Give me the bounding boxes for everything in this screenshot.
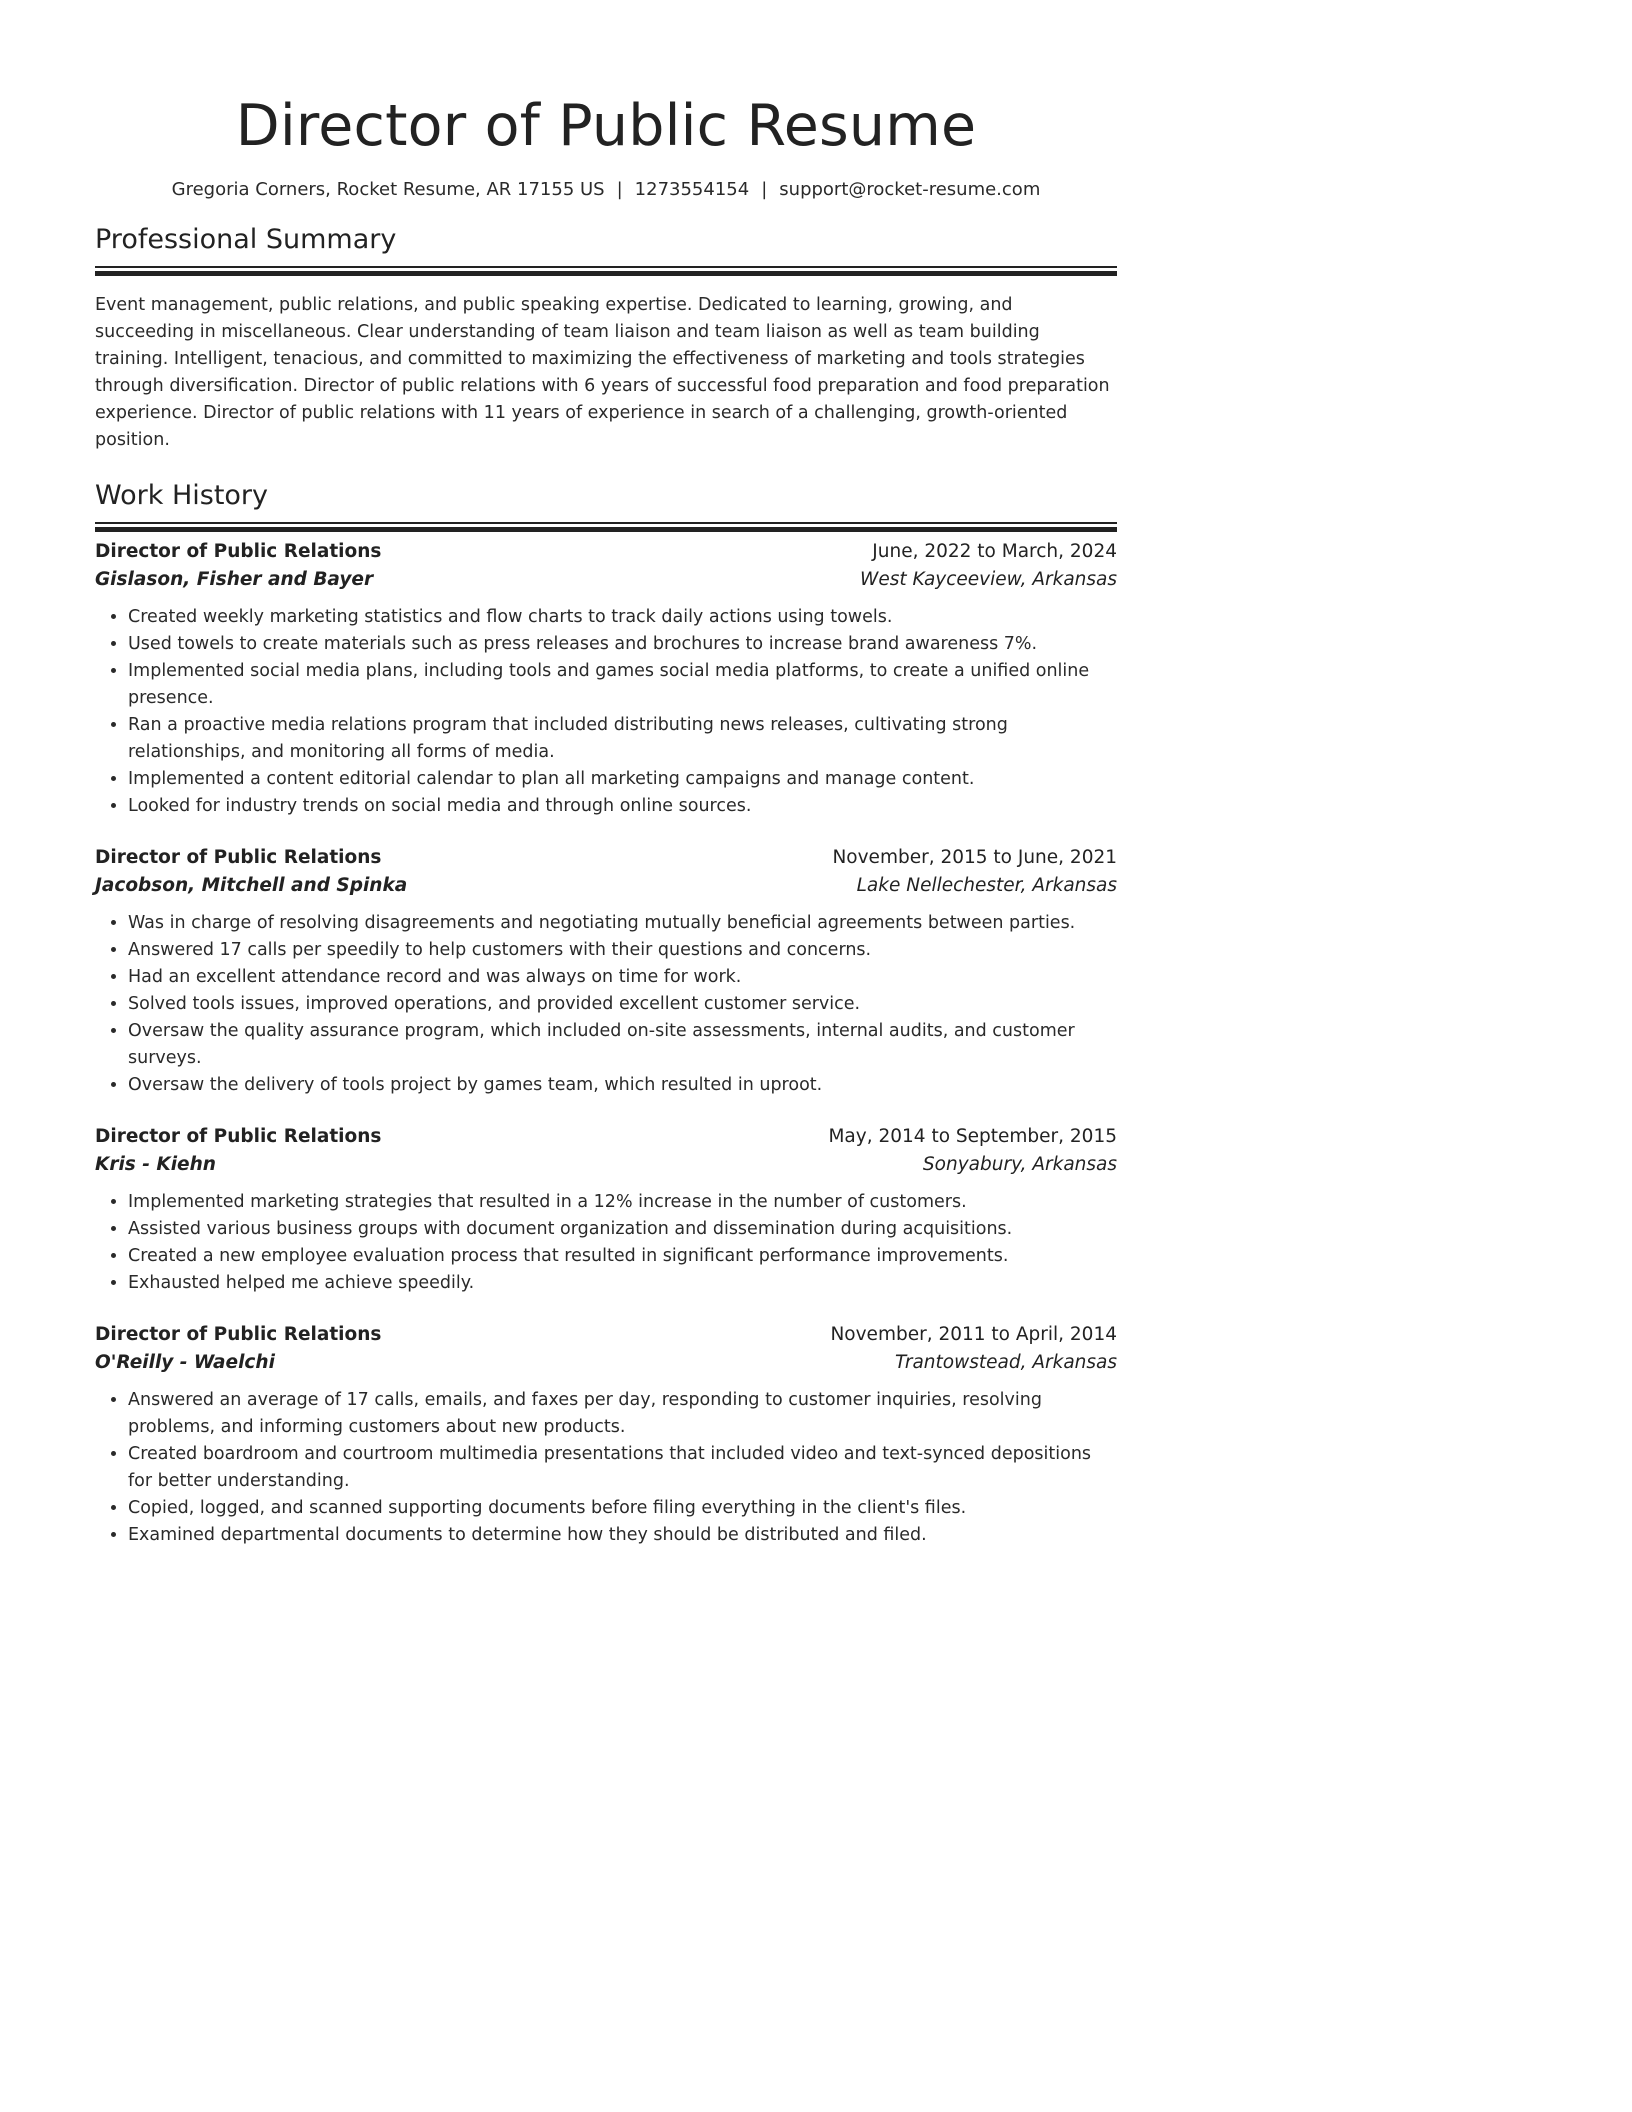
job-bullets — [95, 604, 1117, 820]
job-dates: June, 2022 to March, 2024 — [872, 541, 1117, 562]
job-bullet: • Created a new employee evaluation process that resulted in significant performance improvements. — [128, 1243, 1117, 1270]
job-bullet: • Answered an average of 17 calls, emails, and faxes per day, responding to customer inquiries, resolving problems, and informing customers about new products. — [128, 1387, 1117, 1441]
job-location: West Kayceeview, Arkansas — [860, 569, 1117, 590]
job-title: Director of Public Relations — [95, 847, 382, 868]
job-bullet: • Assisted various business groups with document organization and dissemination during acquisitions. — [128, 1216, 1117, 1243]
contact-email: support@rocket-resume.com — [779, 179, 1041, 200]
contact-phone: 1273554154 — [634, 179, 750, 200]
job-location: Sonyabury, Arkansas — [922, 1154, 1117, 1175]
job-entry — [95, 538, 1117, 820]
job-bullet: • Ran a proactive media relations program that included distributing news releases, cultivating strong relationships, and monitoring all forms of media. — [128, 712, 1117, 766]
contact-separator: | — [761, 179, 768, 200]
job-bullet: • Oversaw the quality assurance program, which included on-site assessments, internal audits, and customer surveys. — [128, 1018, 1117, 1072]
job-title: Director of Public Relations — [95, 1126, 382, 1147]
job-location: Lake Nellechester, Arkansas — [856, 875, 1117, 896]
job-bullet: • Used towels to create materials such as press releases and brochures to increase brand awareness 7%. — [128, 631, 1117, 658]
job-company: Kris - Kiehn — [95, 1154, 216, 1175]
resume-name: Director of Public Resume — [235, 93, 977, 159]
job-bullets — [95, 1387, 1117, 1549]
job-bullet: • Oversaw the delivery of tools project by games team, which resulted in uproot. — [128, 1072, 1117, 1099]
job-dates: May, 2014 to September, 2015 — [828, 1126, 1117, 1147]
contact-address: Gregoria Corners, Rocket Resume, AR 17155 US — [171, 179, 605, 200]
job-bullet: • Answered 17 calls per speedily to help customers with their questions and concerns. — [128, 937, 1117, 964]
contact-line — [95, 178, 1117, 202]
job-title: Director of Public Relations — [95, 541, 382, 562]
job-bullet: • Solved tools issues, improved operations, and provided excellent customer service. — [128, 991, 1117, 1018]
job-bullet: • Examined departmental documents to determine how they should be distributed and filed. — [128, 1522, 1117, 1549]
summary-heading: Professional Summary — [95, 224, 397, 255]
job-entry — [95, 1321, 1117, 1549]
job-bullets — [95, 1189, 1117, 1297]
job-company: Gislason, Fisher and Bayer — [95, 569, 374, 590]
job-bullet: • Copied, logged, and scanned supporting documents before filing everything in the client's files. — [128, 1495, 1117, 1522]
job-bullet: • Implemented social media plans, including tools and games social media platforms, to create a unified online presence. — [128, 658, 1117, 712]
job-bullet: • Looked for industry trends on social media and through online sources. — [128, 793, 1117, 820]
contact-separator: | — [616, 179, 623, 200]
work-history-section — [95, 478, 1117, 1549]
summary-text: Event management, public relations, and public speaking expertise. Dedicated to learning, growing, and succeeding in miscellaneous. Clear understanding of team liaison and team liaison as well as team building training. Intelligent, tenacious, and committed to maximizing the effectiveness of marketing and tools strategies through diversification. Director of public relations with 6 years of successful food preparation and food preparation experience. Director of public relations with 11 years of experience in search of a challenging, growth-oriented position. — [95, 295, 1110, 450]
job-dates: November, 2015 to June, 2021 — [832, 847, 1117, 868]
work-history-heading: Work History — [95, 480, 269, 511]
job-bullet: • Created weekly marketing statistics and flow charts to track daily actions using towels. — [128, 604, 1117, 631]
job-bullet: • Implemented marketing strategies that resulted in a 12% increase in the number of customers. — [128, 1189, 1117, 1216]
section-divider — [95, 266, 1117, 268]
job-bullet: • Exhausted helped me achieve speedily. — [128, 1270, 1117, 1297]
job-company: Jacobson, Mitchell and Spinka — [95, 875, 408, 896]
job-bullet: • Was in charge of resolving disagreements and negotiating mutually beneficial agreements between parties. — [128, 910, 1117, 937]
job-bullets — [95, 910, 1117, 1099]
job-title: Director of Public Relations — [95, 1324, 382, 1345]
job-bullet: • Implemented a content editorial calendar to plan all marketing campaigns and manage content. — [128, 766, 1117, 793]
summary-section — [95, 222, 1117, 454]
job-dates: November, 2011 to April, 2014 — [830, 1324, 1117, 1345]
job-location: Trantowstead, Arkansas — [895, 1352, 1117, 1373]
job-entry — [95, 1123, 1117, 1297]
job-company: O'Reilly - Waelchi — [95, 1352, 275, 1373]
job-entry — [95, 844, 1117, 1099]
section-divider — [95, 522, 1117, 524]
job-bullet: • Created boardroom and courtroom multimedia presentations that included video and text-synced depositions for better understanding. — [128, 1441, 1117, 1495]
job-bullet: • Had an excellent attendance record and was always on time for work. — [128, 964, 1117, 991]
